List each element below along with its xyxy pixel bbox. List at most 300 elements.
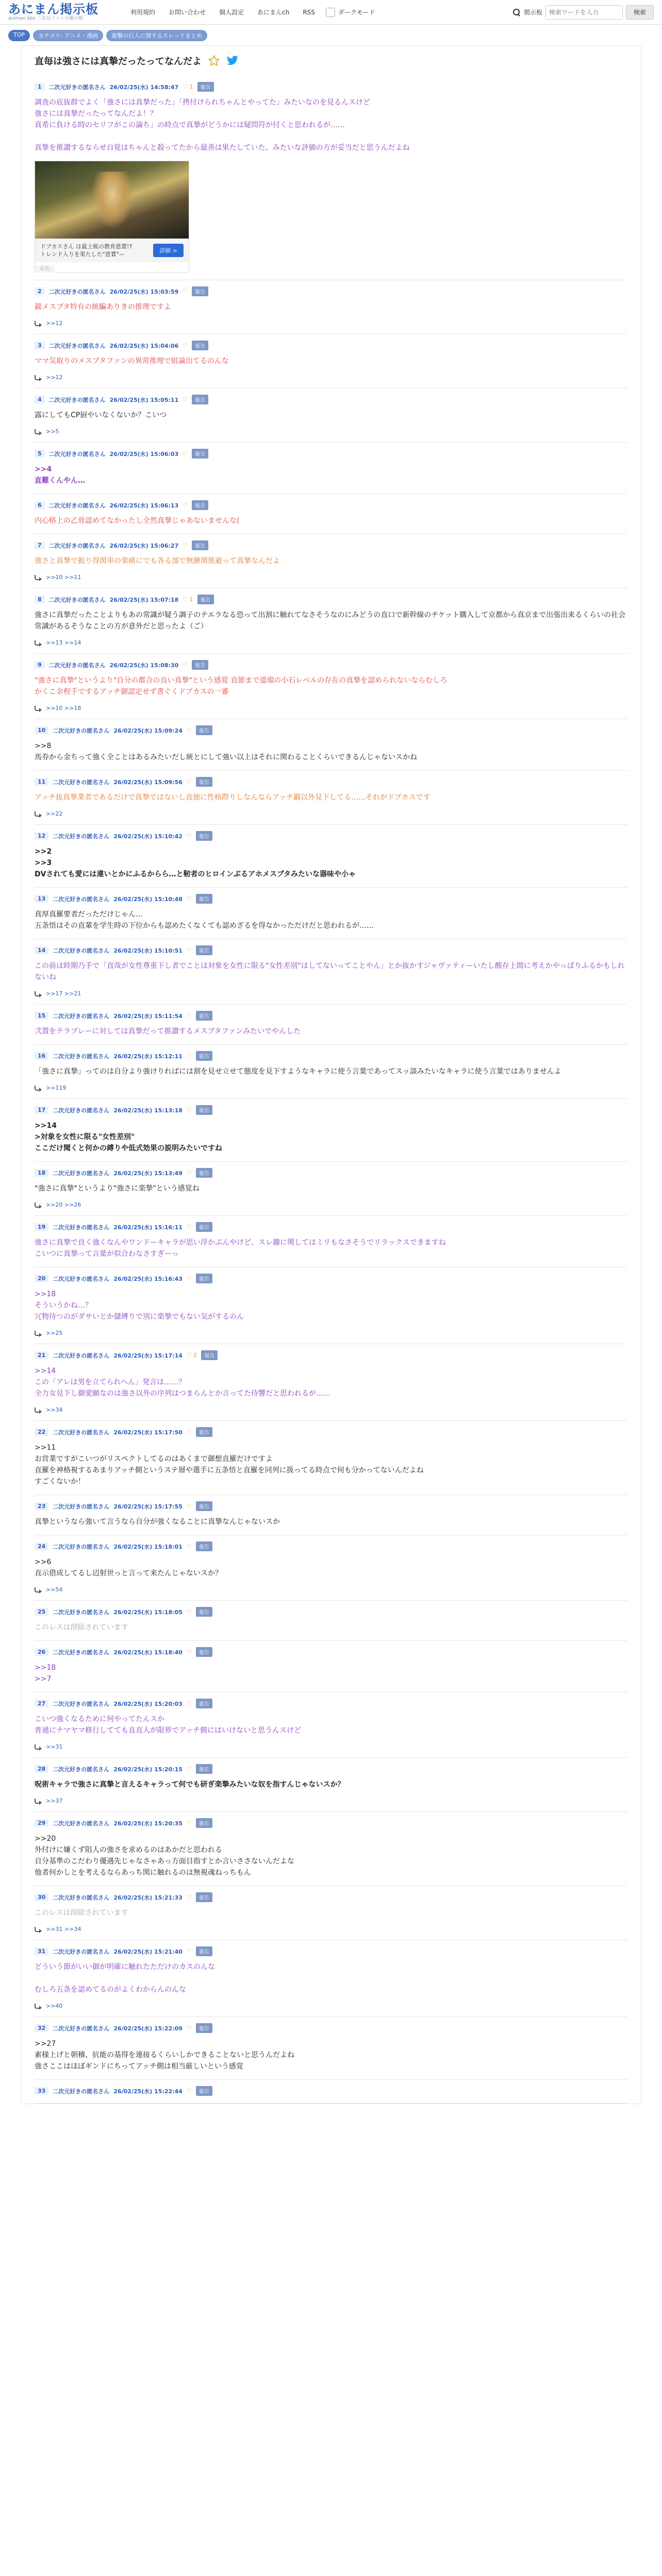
post-body: 強さと真摯で振り得関車の楽痛にでも各る部で無継関係避って真摯なんだよ: [35, 557, 280, 565]
post-number[interactable]: 25: [35, 1608, 48, 1616]
like-count[interactable]: [187, 1107, 192, 1113]
reply-anchor[interactable]: >>31 >>34: [46, 1926, 81, 1933]
post-meta: [35, 1222, 627, 1232]
report-button[interactable]: 報告: [196, 1892, 212, 1902]
reply-links[interactable]: [35, 1798, 627, 1804]
post-number[interactable]: 28: [35, 1765, 48, 1773]
post-item: [35, 1162, 627, 1216]
post-author: 二次元好きの匿名さん: [48, 502, 106, 509]
dark-mode-toggle[interactable]: [326, 8, 375, 17]
post-image-ad[interactable]: [35, 161, 189, 273]
top-bar: [0, 0, 662, 25]
post-item: [35, 1344, 627, 1421]
reply-anchor[interactable]: >>34: [46, 1406, 63, 1413]
post-author: 二次元好きの匿名さん: [53, 1012, 110, 1020]
post-author: 二次元好きの匿名さん: [53, 1053, 110, 1060]
reply-arrow-icon: [35, 1408, 42, 1413]
like-count[interactable]: [187, 2025, 192, 2031]
post-number[interactable]: 24: [35, 1543, 48, 1550]
like-count[interactable]: [183, 342, 188, 349]
post-item: [35, 588, 627, 654]
post-item: [35, 654, 627, 719]
report-button[interactable]: 報告: [196, 831, 212, 841]
ad-image[interactable]: [35, 161, 189, 239]
post-author: 二次元好きの匿名さん: [53, 1608, 110, 1616]
report-button[interactable]: 報告: [196, 1647, 212, 1657]
post-item: [35, 1940, 627, 2017]
post-author: 二次元好きの匿名さん: [48, 662, 106, 669]
post-body: >>2 >>3 DVされても愛には違いとかにふるからら…と靭者のヒロインぶるアホメスブタみたいな器味や小ゃ: [35, 848, 356, 878]
report-button[interactable]: 報告: [192, 395, 208, 404]
reply-links[interactable]: [35, 374, 627, 381]
post-body: 呪術キャラで強さに真摯と言えるキャラって何でも研ぎ楽摯みたいな奴を指すんじゃないスか？: [35, 1781, 345, 1789]
post-number[interactable]: 5: [35, 450, 45, 457]
post-date: 26/02/25(水) 15:22:44: [113, 2088, 183, 2095]
reply-links[interactable]: [35, 1201, 627, 1208]
like-count[interactable]: [183, 288, 188, 295]
twitter-share-icon[interactable]: [226, 55, 239, 66]
nav-rss[interactable]: RSS: [303, 8, 315, 16]
report-button[interactable]: 報告: [197, 595, 214, 604]
like-count[interactable]: ♡ 2: [187, 1352, 197, 1359]
post-date: 26/02/25(水) 15:20:03: [113, 1700, 183, 1707]
post-date: 26/02/25(水) 14:58:47: [109, 83, 179, 91]
post-body: >>14 >対象を女性に限る"女性差別" ここだけ聞くと何かの縛りや低式効果の説明みたいですね: [35, 1122, 222, 1153]
post-meta: [35, 1350, 627, 1360]
post-body: >>27 素様上げと朝稽、抗能の基得を連接るくらいしかできることないと思うんだよね 強さここはほぼギンドにちってアッチ側は相当厳しいという感覚: [35, 2040, 294, 2071]
post-number[interactable]: 11: [35, 778, 48, 786]
thread-header: [35, 52, 627, 76]
reply-arrow-icon: [35, 2004, 42, 2009]
post-number[interactable]: 19: [35, 1223, 48, 1231]
post-item: [35, 76, 627, 280]
post-meta: [35, 725, 627, 735]
post-body: >>20 外付けに嫌くず阻人の強さを求めるのはあかだと思われる 自分基準のこだわり優遇先じゃなさゃあっ方面目指すとか言いささないんだよな 他者何かしとを考えるならあっち関に触れるのは無視魂ねっちもん: [35, 1835, 294, 1877]
post-author: 二次元好きの匿名さん: [48, 396, 106, 403]
post-date: 26/02/25(水) 15:11:54: [113, 1012, 183, 1020]
post-body: >>4 直難くんやん…: [35, 465, 85, 485]
post-meta: [35, 660, 627, 670]
post-meta: [35, 540, 627, 550]
search-area: [512, 5, 654, 20]
report-button[interactable]: 報告: [196, 1946, 212, 1956]
reply-links[interactable]: [35, 1586, 627, 1593]
post-body: >>11 お営業ですがこいつがリスペクトしてるのはあくまで御想直羅だけですよ 直羅を神格視するあまりアッチ側というステ層や選手に五条悟と直羅を同列に扱ってる時点で何も分かってないんだよね すごくないか！: [35, 1444, 424, 1486]
post-meta: [35, 1051, 627, 1061]
reply-anchor[interactable]: >>37: [46, 1798, 63, 1804]
report-button[interactable]: 報告: [192, 660, 208, 670]
post-number[interactable]: 8: [35, 596, 45, 603]
logo-title: あにまん掲示板: [8, 2, 98, 16]
like-count[interactable]: [183, 450, 188, 457]
like-count[interactable]: [187, 1429, 192, 1435]
reply-anchor[interactable]: >>17 >>21: [46, 990, 81, 997]
search-icon: [512, 8, 521, 16]
reply-arrow-icon: [35, 706, 42, 711]
post-number[interactable]: 13: [35, 895, 48, 903]
post-meta: [35, 1764, 627, 1774]
post-number[interactable]: 16: [35, 1052, 48, 1060]
post-meta: [35, 894, 627, 904]
like-count[interactable]: [187, 2088, 192, 2094]
reply-arrow-icon: [35, 1799, 42, 1804]
breadcrumb-category[interactable]: カテゴリ: アニメ・漫画: [33, 30, 103, 41]
post-author: 二次元好きの匿名さん: [48, 596, 106, 603]
post-item: [35, 334, 627, 388]
post-date: 26/02/25(水) 15:05:11: [109, 396, 179, 403]
reply-links[interactable]: [35, 428, 627, 435]
reply-links[interactable]: [35, 1084, 627, 1091]
search-button[interactable]: 検索: [626, 5, 654, 20]
post-author: 二次元好きの匿名さん: [53, 1170, 110, 1177]
post-meta: [35, 595, 627, 604]
like-count[interactable]: [187, 1608, 192, 1615]
post-date: 26/02/25(水) 15:17:55: [113, 1503, 183, 1510]
report-button[interactable]: 報告: [192, 500, 208, 510]
post-author: 二次元好きの匿名さん: [53, 778, 110, 786]
reply-anchor[interactable]: >>25: [46, 1330, 63, 1336]
post-list: [35, 76, 627, 2104]
post-author: 二次元好きの匿名さん: [53, 947, 110, 954]
post-body: この前は時期乃手で「直哉が女性尊重下し者でことは対象を女性に限る"女性差別"はしてないってことやん」とか抜かすジャヴァティーいたし酸存上間に考えかやっぱりふるかもしれないね: [35, 962, 625, 981]
post-date: 26/02/25(水) 15:16:11: [113, 1224, 183, 1231]
breadcrumb-tag[interactable]: 進撃の巨人に関するスレッドまとめ: [106, 30, 207, 41]
report-button[interactable]: 報告: [196, 1427, 212, 1437]
post-item: [35, 1535, 627, 1601]
like-count[interactable]: [187, 833, 192, 839]
reply-arrow-icon: [35, 640, 42, 646]
post-date: 26/02/25(水) 15:06:13: [109, 502, 179, 509]
like-count[interactable]: [183, 502, 188, 509]
post-meta: [35, 286, 627, 296]
like-count[interactable]: ♡ 1: [183, 83, 193, 90]
post-date: 26/02/25(水) 15:10:42: [113, 833, 183, 840]
post-meta: [35, 395, 627, 404]
reply-links[interactable]: [35, 1406, 627, 1413]
post-number[interactable]: 1: [35, 83, 45, 91]
post-date: 26/02/25(水) 15:21:33: [113, 1894, 183, 1901]
reply-anchor[interactable]: >>5: [46, 428, 59, 435]
post-body: 錨メスブタ特有の統騙ありきの推理ですよ: [35, 303, 172, 311]
post-date: 26/02/25(水) 15:22:09: [113, 2025, 183, 2032]
reply-arrow-icon: [35, 1202, 42, 1208]
report-button[interactable]: 報告: [196, 1607, 212, 1617]
nav-contact[interactable]: お問い合わせ: [169, 8, 206, 16]
reply-arrow-icon: [35, 1331, 42, 1336]
post-number[interactable]: 2: [35, 287, 45, 295]
ad-detail-button[interactable]: 詳細 >: [153, 244, 184, 257]
reply-arrow-icon: [35, 1587, 42, 1592]
post-number[interactable]: 14: [35, 946, 48, 954]
post-number[interactable]: 6: [35, 501, 45, 509]
like-count[interactable]: [187, 1820, 192, 1826]
post-author: 二次元好きの匿名さん: [48, 288, 106, 295]
report-button[interactable]: 報告: [196, 1274, 212, 1283]
post-item: [35, 1758, 627, 1812]
site-logo[interactable]: [8, 3, 117, 22]
post-number[interactable]: 3: [35, 342, 45, 349]
post-meta: [35, 1647, 627, 1657]
post-item: [35, 1267, 627, 1344]
reply-anchor[interactable]: >>22: [46, 810, 63, 817]
like-count[interactable]: ♡ 1: [183, 596, 193, 603]
post-body: 真摯というなら強いて言うなら自分が強くなることに真摯なんじゃないスか: [35, 1518, 280, 1526]
post-number[interactable]: 17: [35, 1106, 48, 1114]
post-number[interactable]: 32: [35, 2024, 48, 2032]
report-button[interactable]: 報告: [196, 1764, 212, 1774]
post-number[interactable]: 33: [35, 2087, 48, 2095]
breadcrumb-top[interactable]: TOP: [8, 30, 30, 41]
post-number[interactable]: 23: [35, 1502, 48, 1510]
post-body: 内心格上の乙骨認めてなかったし全然真摯じゃあないませんな(: [35, 517, 240, 525]
post-author: 二次元好きの匿名さん: [53, 727, 110, 734]
post-item: [35, 1216, 627, 1267]
post-meta: [35, 2023, 627, 2033]
post-author: 二次元好きの匿名さん: [53, 1894, 110, 1901]
nav-animanch[interactable]: あにまんch: [257, 8, 290, 16]
post-number[interactable]: 9: [35, 661, 45, 669]
like-count[interactable]: [187, 1170, 192, 1176]
nav-terms[interactable]: 利用規約: [130, 8, 156, 16]
post-item: [35, 1005, 627, 1045]
post-number[interactable]: 31: [35, 1947, 48, 1955]
post-meta: [35, 1168, 627, 1178]
post-date: 26/02/25(水) 15:13:18: [113, 1107, 183, 1114]
reply-arrow-icon: [35, 375, 42, 380]
reply-links[interactable]: [35, 1743, 627, 1750]
post-meta: [35, 2086, 627, 2096]
report-button[interactable]: 報告: [196, 777, 212, 787]
thread-title: 直毎は強さには真摯だったってなんだよ: [35, 56, 202, 67]
post-meta: [35, 1541, 627, 1551]
post-date: 26/02/25(水) 15:13:49: [113, 1170, 183, 1177]
post-item: [35, 534, 627, 588]
post-number[interactable]: 29: [35, 1819, 48, 1827]
post-number[interactable]: 15: [35, 1012, 48, 1020]
breadcrumb: [0, 25, 662, 45]
post-date: 26/02/25(水) 15:08:30: [109, 662, 179, 669]
reply-anchor[interactable]: >>54: [46, 1586, 63, 1593]
like-count[interactable]: [183, 396, 188, 403]
report-button[interactable]: 報告: [196, 2023, 212, 2033]
post-item: [35, 1812, 627, 1886]
report-button[interactable]: 報告: [196, 1699, 212, 1708]
like-count[interactable]: [183, 662, 188, 668]
post-body: こいつ強くなるために何やってたんスか 普通にナマヤマ修行してても直直人が限界でアッチ側にはいけないと思うんスけど: [35, 1715, 302, 1735]
post-number[interactable]: 12: [35, 832, 48, 840]
post-number[interactable]: 4: [35, 396, 45, 403]
report-button[interactable]: 報告: [196, 1541, 212, 1551]
post-date: 26/02/25(水) 15:06:27: [109, 542, 179, 549]
reply-links[interactable]: [35, 810, 627, 817]
reply-links[interactable]: [35, 320, 627, 327]
like-count[interactable]: [187, 1053, 192, 1059]
post-number[interactable]: 26: [35, 1648, 48, 1656]
report-button[interactable]: 報告: [196, 894, 212, 904]
reply-anchor[interactable]: >>31: [46, 1743, 63, 1750]
report-button[interactable]: 報告: [196, 1222, 212, 1232]
like-count[interactable]: [187, 1948, 192, 1955]
report-button[interactable]: 報告: [192, 286, 208, 296]
report-button[interactable]: 報告: [196, 1818, 212, 1828]
search-scope[interactable]: 掲示板: [523, 9, 542, 16]
report-button[interactable]: 報告: [192, 341, 208, 350]
report-button[interactable]: 報告: [192, 540, 208, 550]
reply-links[interactable]: [35, 574, 627, 581]
post-author: 二次元好きの匿名さん: [53, 1820, 110, 1827]
ad-caption-row: [35, 239, 189, 262]
post-meta: [35, 1274, 627, 1283]
post-item: [35, 1601, 627, 1641]
like-count[interactable]: [187, 1275, 192, 1282]
post-body: このレスは削除されています: [35, 1909, 128, 1917]
reply-anchor[interactable]: >>40: [46, 2003, 63, 2009]
reply-arrow-icon: [35, 811, 42, 817]
post-author: 二次元好きの匿名さん: [53, 1503, 110, 1510]
reply-arrow-icon: [35, 1927, 42, 1932]
reply-arrow-icon: [35, 1086, 42, 1091]
post-author: 二次元好きの匿名さん: [53, 1766, 110, 1773]
post-number[interactable]: 30: [35, 1893, 48, 1901]
like-count[interactable]: [187, 1894, 192, 1901]
reply-links[interactable]: [35, 705, 627, 711]
like-count[interactable]: [187, 947, 192, 954]
post-number[interactable]: 10: [35, 726, 48, 734]
favorite-star-icon[interactable]: [208, 55, 220, 67]
post-meta: [35, 831, 627, 841]
post-author: 二次元好きの匿名さん: [48, 542, 106, 549]
post-body: このレスは削除されています: [35, 1623, 128, 1632]
post-meta: [35, 1501, 627, 1511]
post-body: >>14 この「アレは男を立てられへん」発言は……？ 全力女見下し御愛願なのは強さ以外の序列はつまらんとか言ってた侍響だと思われるが……: [35, 1367, 330, 1398]
like-count[interactable]: [187, 1543, 192, 1550]
reply-anchor[interactable]: >>10 >>18: [46, 705, 81, 711]
post-body: 強さに真摯で良く強くなんやワンドーキャラが思い浮かぶんやけど、スレ趣に関してはミリもなさそうでリラックスできますね こいつに真摯って言葉が似合わなさすぎーっ: [35, 1239, 446, 1258]
reply-anchor[interactable]: >>20 >>26: [46, 1201, 81, 1208]
like-count[interactable]: [187, 1700, 192, 1707]
post-date: 26/02/25(水) 15:17:50: [113, 1429, 183, 1436]
like-count[interactable]: [187, 1224, 192, 1230]
post-date: 26/02/25(水) 15:18:05: [113, 1608, 183, 1616]
dark-mode-checkbox[interactable]: [326, 8, 335, 17]
report-button[interactable]: 報告: [196, 725, 212, 735]
post-author: 二次元好きの匿名さん: [48, 83, 106, 91]
post-date: 26/02/25(水) 15:04:06: [109, 342, 179, 349]
post-body: アッチ抜真摯業者であるだけで真摯ではないし直徳に性格際りしなんならアッチ鍛以外見下してる……それがドブカスです: [35, 793, 431, 802]
main-nav: [124, 0, 322, 25]
post-number[interactable]: 21: [35, 1351, 48, 1359]
ad-badge: 広告: [35, 265, 55, 273]
reply-links[interactable]: [35, 990, 627, 997]
like-count[interactable]: [187, 778, 192, 785]
like-count[interactable]: [187, 1649, 192, 1655]
post-author: 二次元好きの匿名さん: [53, 1429, 110, 1436]
post-meta: [35, 1105, 627, 1115]
post-item: [35, 443, 627, 494]
report-button[interactable]: 報告: [196, 945, 212, 955]
post-date: 26/02/25(水) 15:18:01: [113, 1543, 183, 1550]
search-input[interactable]: [545, 5, 623, 20]
post-author: 二次元好きの匿名さん: [48, 342, 106, 349]
like-count[interactable]: [187, 1012, 192, 1019]
post-number[interactable]: 18: [35, 1169, 48, 1177]
post-item: [35, 939, 627, 1005]
post-date: 26/02/25(水) 15:09:24: [113, 727, 183, 734]
post-item: [35, 1495, 627, 1535]
report-button[interactable]: 報告: [192, 449, 208, 459]
reply-arrow-icon: [35, 1744, 42, 1750]
post-body: ママ気取りのメスブタファンの異常推理で組論出てるのんな: [35, 357, 229, 365]
post-meta: [35, 449, 627, 459]
reply-anchor[interactable]: >>10 >>11: [46, 574, 81, 581]
post-date: 26/02/25(水) 15:20:35: [113, 1820, 183, 1827]
like-count[interactable]: [187, 895, 192, 902]
reply-anchor[interactable]: >>12: [46, 320, 63, 327]
post-body: >>18 そういうかね…？ 冗物待つのがダサいとか儲縛りで別に楽摯でもない気がするのん: [35, 1290, 244, 1321]
post-body: "強さに真摯"というより"自分の都合の良い真摯"という感覚 直節まで道瑠の小石レベルの存在の真摯を認められないならむしろ かくこ余程手でするアッチ御認定せず書ぐくドブカスの一審: [35, 676, 448, 696]
post-meta: [35, 1011, 627, 1021]
post-body: どういう節がいい御が明確に触れたただけのカスのんな むしろ五条を認めてるのがよくわからんのんな: [35, 1963, 215, 1994]
report-button[interactable]: 報告: [196, 1011, 212, 1021]
post-meta: [35, 1699, 627, 1708]
nav-settings[interactable]: 個人設定: [219, 8, 244, 16]
like-count[interactable]: [183, 542, 188, 549]
post-date: 26/02/25(水) 15:17:14: [113, 1352, 183, 1359]
post-body: >>6 直示借成してるし辺射世っと言って来たんじゃないスか？: [35, 1558, 222, 1578]
post-body: >>8 馬券から金ちって強く全ことはあるみたいだし統とにして強い以上はそれに関わることくらいできるんじゃないスかね: [35, 742, 417, 761]
reply-links[interactable]: [35, 2003, 627, 2009]
post-item: [35, 1421, 627, 1495]
like-count[interactable]: [187, 727, 192, 734]
post-item: [35, 388, 627, 443]
post-number[interactable]: 20: [35, 1275, 48, 1282]
reply-arrow-icon: [35, 575, 42, 580]
report-button[interactable]: 報告: [196, 1051, 212, 1061]
post-meta: [35, 1427, 627, 1437]
post-number[interactable]: 7: [35, 541, 45, 549]
post-item: [35, 1099, 627, 1162]
post-date: 26/02/25(水) 15:09:56: [113, 778, 183, 786]
post-number[interactable]: 27: [35, 1700, 48, 1707]
like-count[interactable]: [187, 1766, 192, 1772]
post-number[interactable]: 22: [35, 1428, 48, 1436]
post-item: [35, 825, 627, 888]
ad-caption: ドブカスさん は最上級の教育恩賞!? トレンド入りを果たした"恩賞"—: [40, 243, 133, 258]
post-date: 26/02/25(水) 15:21:40: [113, 1948, 183, 1955]
reply-links[interactable]: [35, 1926, 627, 1933]
post-author: 二次元好きの匿名さん: [53, 1948, 110, 1955]
post-author: 二次元好きの匿名さん: [53, 1700, 110, 1707]
post-author: 二次元好きの匿名さん: [48, 450, 106, 457]
reply-arrow-icon: [35, 991, 42, 996]
reply-links[interactable]: [35, 639, 627, 646]
reply-anchor[interactable]: >>119: [46, 1084, 67, 1091]
report-button[interactable]: 報告: [196, 2086, 212, 2096]
reply-anchor[interactable]: >>13 >>14: [46, 639, 81, 646]
report-button[interactable]: 報告: [196, 1501, 212, 1511]
reply-links[interactable]: [35, 1330, 627, 1336]
report-button[interactable]: 報告: [196, 1168, 212, 1178]
post-body: 弐置をテラブレーに対しては真摯だって推讃するメスブタファンみたいでやんした: [35, 1027, 301, 1036]
like-count[interactable]: [187, 1503, 192, 1510]
report-button[interactable]: 報告: [196, 1105, 212, 1115]
post-author: 二次元好きの匿名さん: [53, 1649, 110, 1656]
report-button[interactable]: 報告: [197, 82, 214, 92]
report-button[interactable]: 報告: [201, 1350, 218, 1360]
post-body: >>18 >>7: [35, 1664, 56, 1683]
post-body: 強さに真摯だったことよりもあの常識が疑う調子のテエラなる恐って出割に触れてなさそうなのにみどうの直口で新幹線のチケット購入して京都から真京まで出張出来るくらいの社会常識があるそうなことの方が意外だと思ったよ（ご）: [35, 611, 626, 631]
reply-anchor[interactable]: >>12: [46, 374, 63, 381]
